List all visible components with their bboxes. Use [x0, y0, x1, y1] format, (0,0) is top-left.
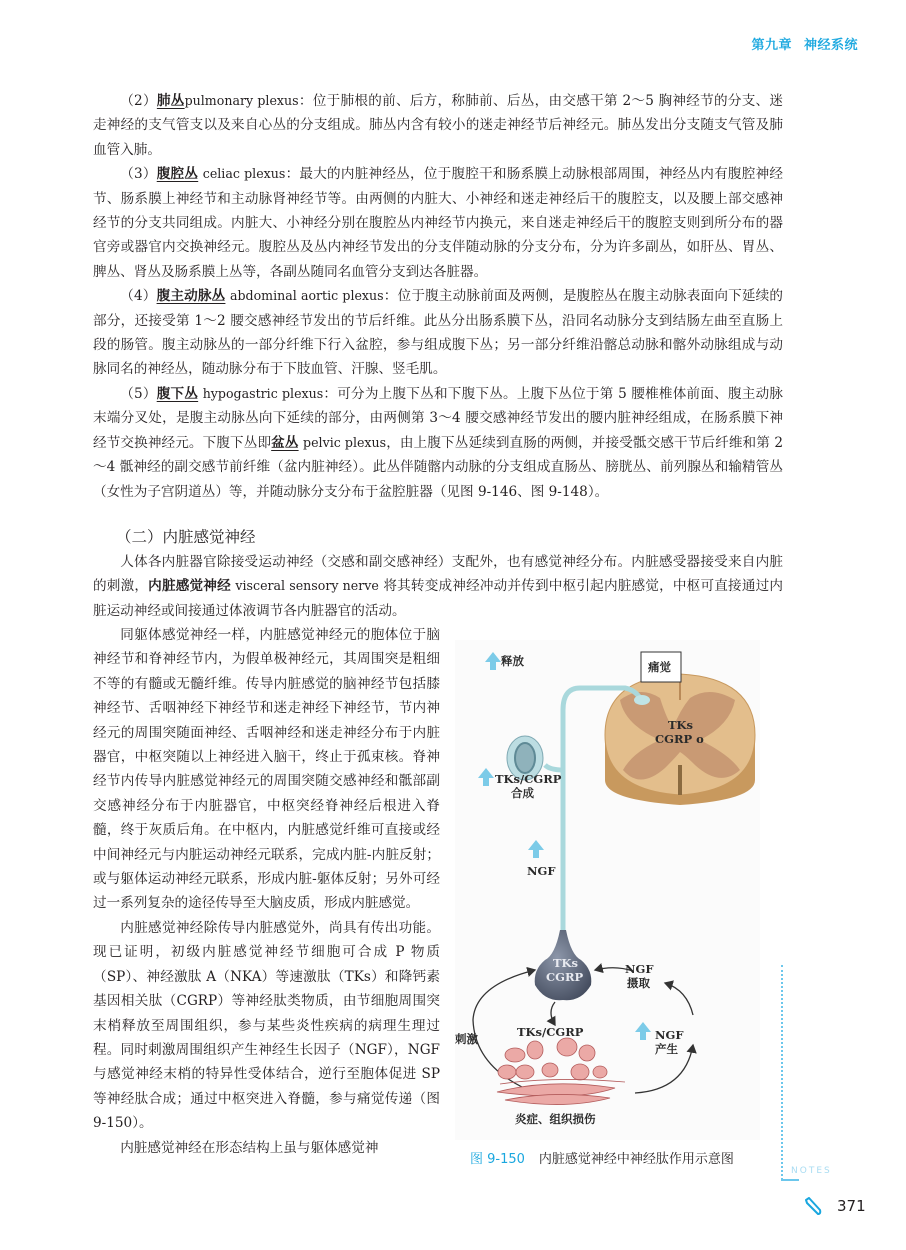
label-inflammation: 炎症、组织损伤	[515, 1112, 596, 1126]
paragraph: 同躯体感觉神经一样，内脏感觉神经元的胞体位于脑神经节和脊神经节内，为假单极神经元，其周围突是粗细不等的有髓或无髓纤维。传导内脏感觉的脑神经节包括膝神经节、舌咽神经下神经节和迷走神经下神经节，节内神经元的周围突随面神经、舌咽神经和迷走神经分布于内脏器官，中枢突随以上神经进入脑干，终止于孤束核。脊神经节内传导内脏感觉神经元的周围突随交感神经和骶部副交感神经分布于内脏器官，中枢突经脊神经后根进入脊髓，终于灰质后角。在中枢内，内脏感觉纤维可直接或经中间神经元与内脏运动神经元联系，完成内脏-内脏反射；或与躯体运动神经元联系，形成内脏-躯体反射；另外可经过一系列复杂的途径传导至大脑皮质，形成内脏感觉。	[93, 627, 440, 912]
label-pain: 痛觉	[648, 660, 671, 674]
term-hypogastric-plexus: 腹下丛	[156, 385, 199, 402]
label-release: 释放	[501, 654, 524, 668]
term-en: pulmonary plexus	[184, 93, 299, 108]
pencil-icon	[803, 1197, 823, 1217]
up-arrow-icon	[635, 1022, 651, 1040]
item-number: （2）	[120, 93, 157, 109]
paragraph-text: ：可分为上腹下丛和下腹下丛。上腹下丛位于第 5 腰椎椎体前面、腹主动脉末端分叉处，是腹主动脉丛向下延续的部分，由两侧第 3～4 腰交感神经节发出的腰内脏神经组成，在肠系膜下神经节交换神经元。下腹下丛即	[93, 385, 783, 451]
figure-number: 图 9-150	[470, 1152, 525, 1167]
left-column	[93, 623, 440, 1160]
up-arrow-icon	[478, 768, 494, 786]
paragraph-celiac-plexus	[93, 162, 783, 284]
item-number: （3）	[120, 166, 157, 183]
paragraph-text: ：位于腹主动脉前面及两侧，是腹腔丛在腹主动脉表面向下延续的部分，还接受第 1～2 腰交感神经节发出的节后纤维。此丛分出肠系膜下丛，沿同名动脉分支到结肠左曲至直肠上段的肠管。腹主动脉丛的一部分纤维下行入盆腔，参与组成腹下丛；另一部分纤维沿髂总动脉和髂外动脉组成与动脉同名的神经丛，随动脉分布于下肢血管、汗腺、竖毛肌。	[93, 288, 784, 378]
label-ngf-production: NGF	[655, 1028, 684, 1042]
paragraph-text: 人体各内脏器官除接受运动神经（交感和副交感神经）支配外，也有感觉神经分布。内脏感受器接受来自内脏的刺激，	[93, 554, 783, 595]
section-title: （二）内脏感觉神经	[116, 528, 256, 546]
paragraph-pulmonary-plexus	[93, 89, 783, 162]
term-celiac-plexus: 腹腔丛	[156, 166, 199, 183]
label-ngf: NGF	[527, 864, 556, 878]
figure-9-150	[455, 640, 760, 1140]
paragraph-hypogastric-plexus	[93, 382, 783, 504]
label-stimulus: 刺激	[455, 1032, 478, 1046]
label-cord-tks: TKs	[668, 718, 694, 732]
label-cord-cgrp: CGRP o	[655, 732, 704, 746]
term-en: celiac plexus	[202, 166, 286, 182]
paragraph-text: ：位于肺根的前、后方，称肺前、后丛，由交感干第 2～5 胸神经节的分支、迷走神经的支气管支以及来自心丛的分支组成。肺丛内含有较小的迷走神经节后神经元。肺丛发出分支随支气管及肺血管入肺。	[93, 93, 784, 158]
term-en: hypogastric plexus	[202, 385, 324, 401]
notes-margin-line	[781, 965, 783, 1180]
figure-title: 内脏感觉神经中神经肽作用示意图	[538, 1152, 734, 1167]
page-number: 371	[837, 1197, 866, 1215]
notes-label: NOTES	[791, 1166, 832, 1176]
label-production: 产生	[655, 1042, 678, 1056]
label-soma-cgrp: CGRP	[546, 970, 584, 984]
up-arrow-icon	[528, 840, 544, 858]
up-arrow-icon	[485, 652, 501, 670]
term-abdominal-aortic-plexus: 腹主动脉丛	[156, 288, 226, 305]
label-uptake: 摄取	[627, 976, 650, 990]
term-visceral-sensory-nerve: 内脏感觉神经	[148, 578, 231, 595]
term-en: abdominal aortic plexus	[229, 288, 384, 304]
term-en: visceral sensory nerve	[235, 578, 379, 594]
chapter-title: 神经系统	[803, 38, 858, 53]
intro-paragraph	[93, 550, 783, 623]
term-pelvic-plexus: 盆丛	[271, 434, 299, 451]
item-number: （5）	[120, 385, 157, 402]
running-header	[751, 34, 858, 53]
term-en: pelvic plexus	[303, 434, 387, 450]
label-synthesis-peptides: TKs/CGRP	[495, 772, 562, 786]
notes-underline	[781, 1179, 799, 1181]
paragraph: 内脏感觉神经除传导内脏感觉外，尚具有传出功能。现已证明，初级内脏感觉神经节细胞可合成 P 物质（SP）、神经激肽 A（NKA）等速激肽（TKs）和降钙素基因相关肽（CGRP）等神经肽类物质，由节细胞周围突末梢释放至周围组织，参与某些炎性疾病的病理生理过程。同时刺激周围组织产生神经生长因子（NGF），NGF 与感觉神经末梢的特异性受体结合，逆行至胞体促进 SP 等神经肽合成；通过中枢突进入脊髓，参与痛觉传递（图 9-150）。	[93, 919, 440, 1132]
paragraph-text: ：最大的内脏神经丛，位于腹腔干和肠系膜上动脉根部周围，神经丛内有腹腔神经节、肠系膜上神经节和主动脉肾神经节等。由两侧的内脏大、小神经和迷走神经后干的腹腔支，以及腰上部交感神经节的分支共同组成。内脏大、小神经分别在腹腔丛内神经节内换元，来自迷走神经后干的腹腔支则到所分布的器官旁或器官内交换神经元。腹腔丛及丛内神经节发出的分支伴随动脉的分支分布，分为许多副丛，如肝丛、胃丛、脾丛、肾丛及肠系膜上丛等，各副丛随同名血管分支到达各脏器。	[93, 166, 784, 280]
intro-paragraph-block	[93, 550, 783, 623]
inflamed-tissue	[497, 1038, 625, 1105]
label-synthesis: 合成	[511, 786, 534, 800]
paragraph-text: 将其转变成神经冲动并传到中枢引起内脏感觉，中枢可直接通过内脏运动神经或间接通过体液调节各内脏器官的活动。	[93, 578, 783, 619]
paragraph-text: ，由上腹下丛延续到直肠的两侧，并接受骶交感干节后纤维和第 2～4 骶神经的副交感节前纤维（盆内脏神经）。此丛伴随髂内动脉的分支组成直肠丛、膀胱丛、前列腺丛和输精管丛（女性为子宫阴道丛）等，并随动脉分支分布于盆腔脏器（见图 9-146、图 9-148）。	[93, 434, 784, 500]
label-ngf-uptake: NGF	[625, 962, 654, 976]
chapter-number: 第九章	[751, 38, 792, 53]
paragraph: 内脏感觉神经在形态结构上虽与躯体感觉神	[120, 1139, 379, 1156]
plexus-paragraphs	[93, 89, 783, 504]
item-number: （4）	[120, 288, 157, 305]
label-soma-tks: TKs	[553, 956, 579, 970]
term-pulmonary-plexus: 肺丛	[156, 93, 185, 109]
label-released-peptides: TKs/CGRP	[517, 1025, 584, 1039]
figure-caption	[470, 1148, 734, 1167]
paragraph-abdominal-aortic-plexus	[93, 284, 783, 382]
figure-illustration	[455, 640, 760, 1140]
